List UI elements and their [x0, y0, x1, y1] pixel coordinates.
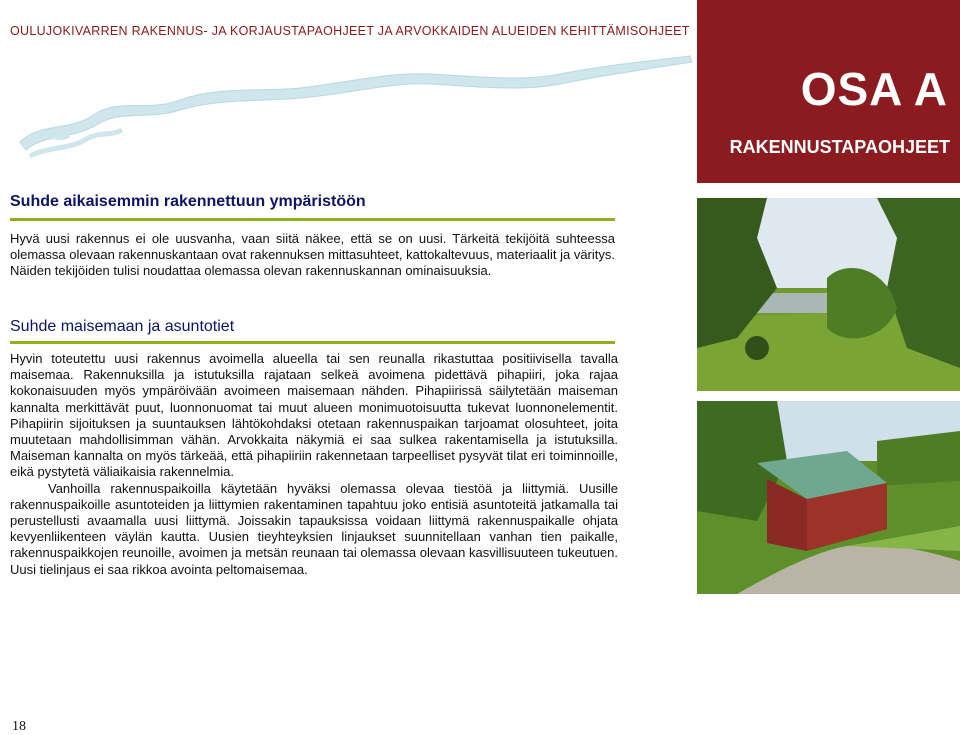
section-text-1: Hyvä uusi rakennus ei ole uusvanha, vaan siitä näkee, että se on uusi. Tärkeitä tekijöitä suhteessa olemassa olevaan rakennuskantaan ovat rakennuksen mittasuhteet, kattokaltevuus, materiaalit ja väritys. Näiden tekijöiden tulisi noudattaa olemassa olevan rakennuskannan ominaisuuksia.: [10, 231, 615, 279]
part-label: OSA A: [800, 63, 948, 115]
part-label-box: [697, 0, 960, 183]
page-number: 18: [12, 719, 26, 734]
landscape-photo-field-trees: [697, 198, 960, 391]
heading-rule-2: [10, 341, 615, 344]
section-2-paragraph-2: Vanhoilla rakennuspaikoilla käytetään hyväksi olemassa olevaa tiestöä ja liittymiä. Uusille rakennuspaikoille asuntoteiden ja liittymien rakentaminen tapahtuu joko entisiä asuntoteitä jatkamalla tai perustellusti avaamalla uusi liittymä. Joissakin tapauksissa voidaan liittymä rakennuspaikalle ohjata kevyenliikenteen väylän kautta. Uusien tieyhteyksien linjaukset suunnitellaan vanhan tien paikalle, rakennuspaikkojen reunoille, avoimen ja metsän reunaan tai olemassa olevaan kasvillisuuteen tukeutuen. Uusi tielinjaus ei saa rikkoa avointa peltomaisemaa.: [10, 480, 618, 577]
river-illustration: [0, 52, 700, 162]
part-subtitle: RAKENNUSTAPAOHJEET: [729, 137, 950, 157]
heading-rule-1: [10, 218, 615, 221]
section-heading-2: Suhde maisemaan ja asuntotiet: [10, 318, 235, 335]
section-2-paragraph-1: Hyvin toteutettu uusi rakennus avoimella alueella tai sen reunalla rikastuttaa positiivisella tavalla maisemaa. Rakennuksilla ja istutuksilla rajataan selkeä avoimena pidettävä pihapiiri, joka rajaa kokonaisuuden myös ympäröivään avoimeen maisemaan nähden. Pihapiirissä säilytetään maiseman kannalta merkittävät puut, luonnonuomat tai muut alueen monimuotoisuutta tukevat luonnonelementit. Pihapiirin sijoituksen ja suuntauksen lähtökohdaksi otetaan rakennuspaikan tarjoamat olosuhteet, joita muutetaan mahdollisimman vähän. Arvokkaita näkymiä ei saa sulkea rakentamisella ja istutuksilla. Maiseman kannalta on myös tärkeää, että pihapiiriin rakennetaan tarpeelliset pysyvät tilat eri toiminnoille, eikä pystytetä väliaikaisia rakennelmia.: [10, 351, 618, 480]
section-heading-1: Suhde aikaisemmin rakennettuun ympäristöön: [10, 193, 366, 210]
section-text-2: [10, 351, 618, 578]
photo-red-barn-road: [697, 401, 960, 594]
document-series-title: OULUJOKIVARREN RAKENNUS- JA KORJAUSTAPAOHJEET JA ARVOKKAIDEN ALUEIDEN KEHITTÄMISOHJEET: [10, 24, 690, 38]
